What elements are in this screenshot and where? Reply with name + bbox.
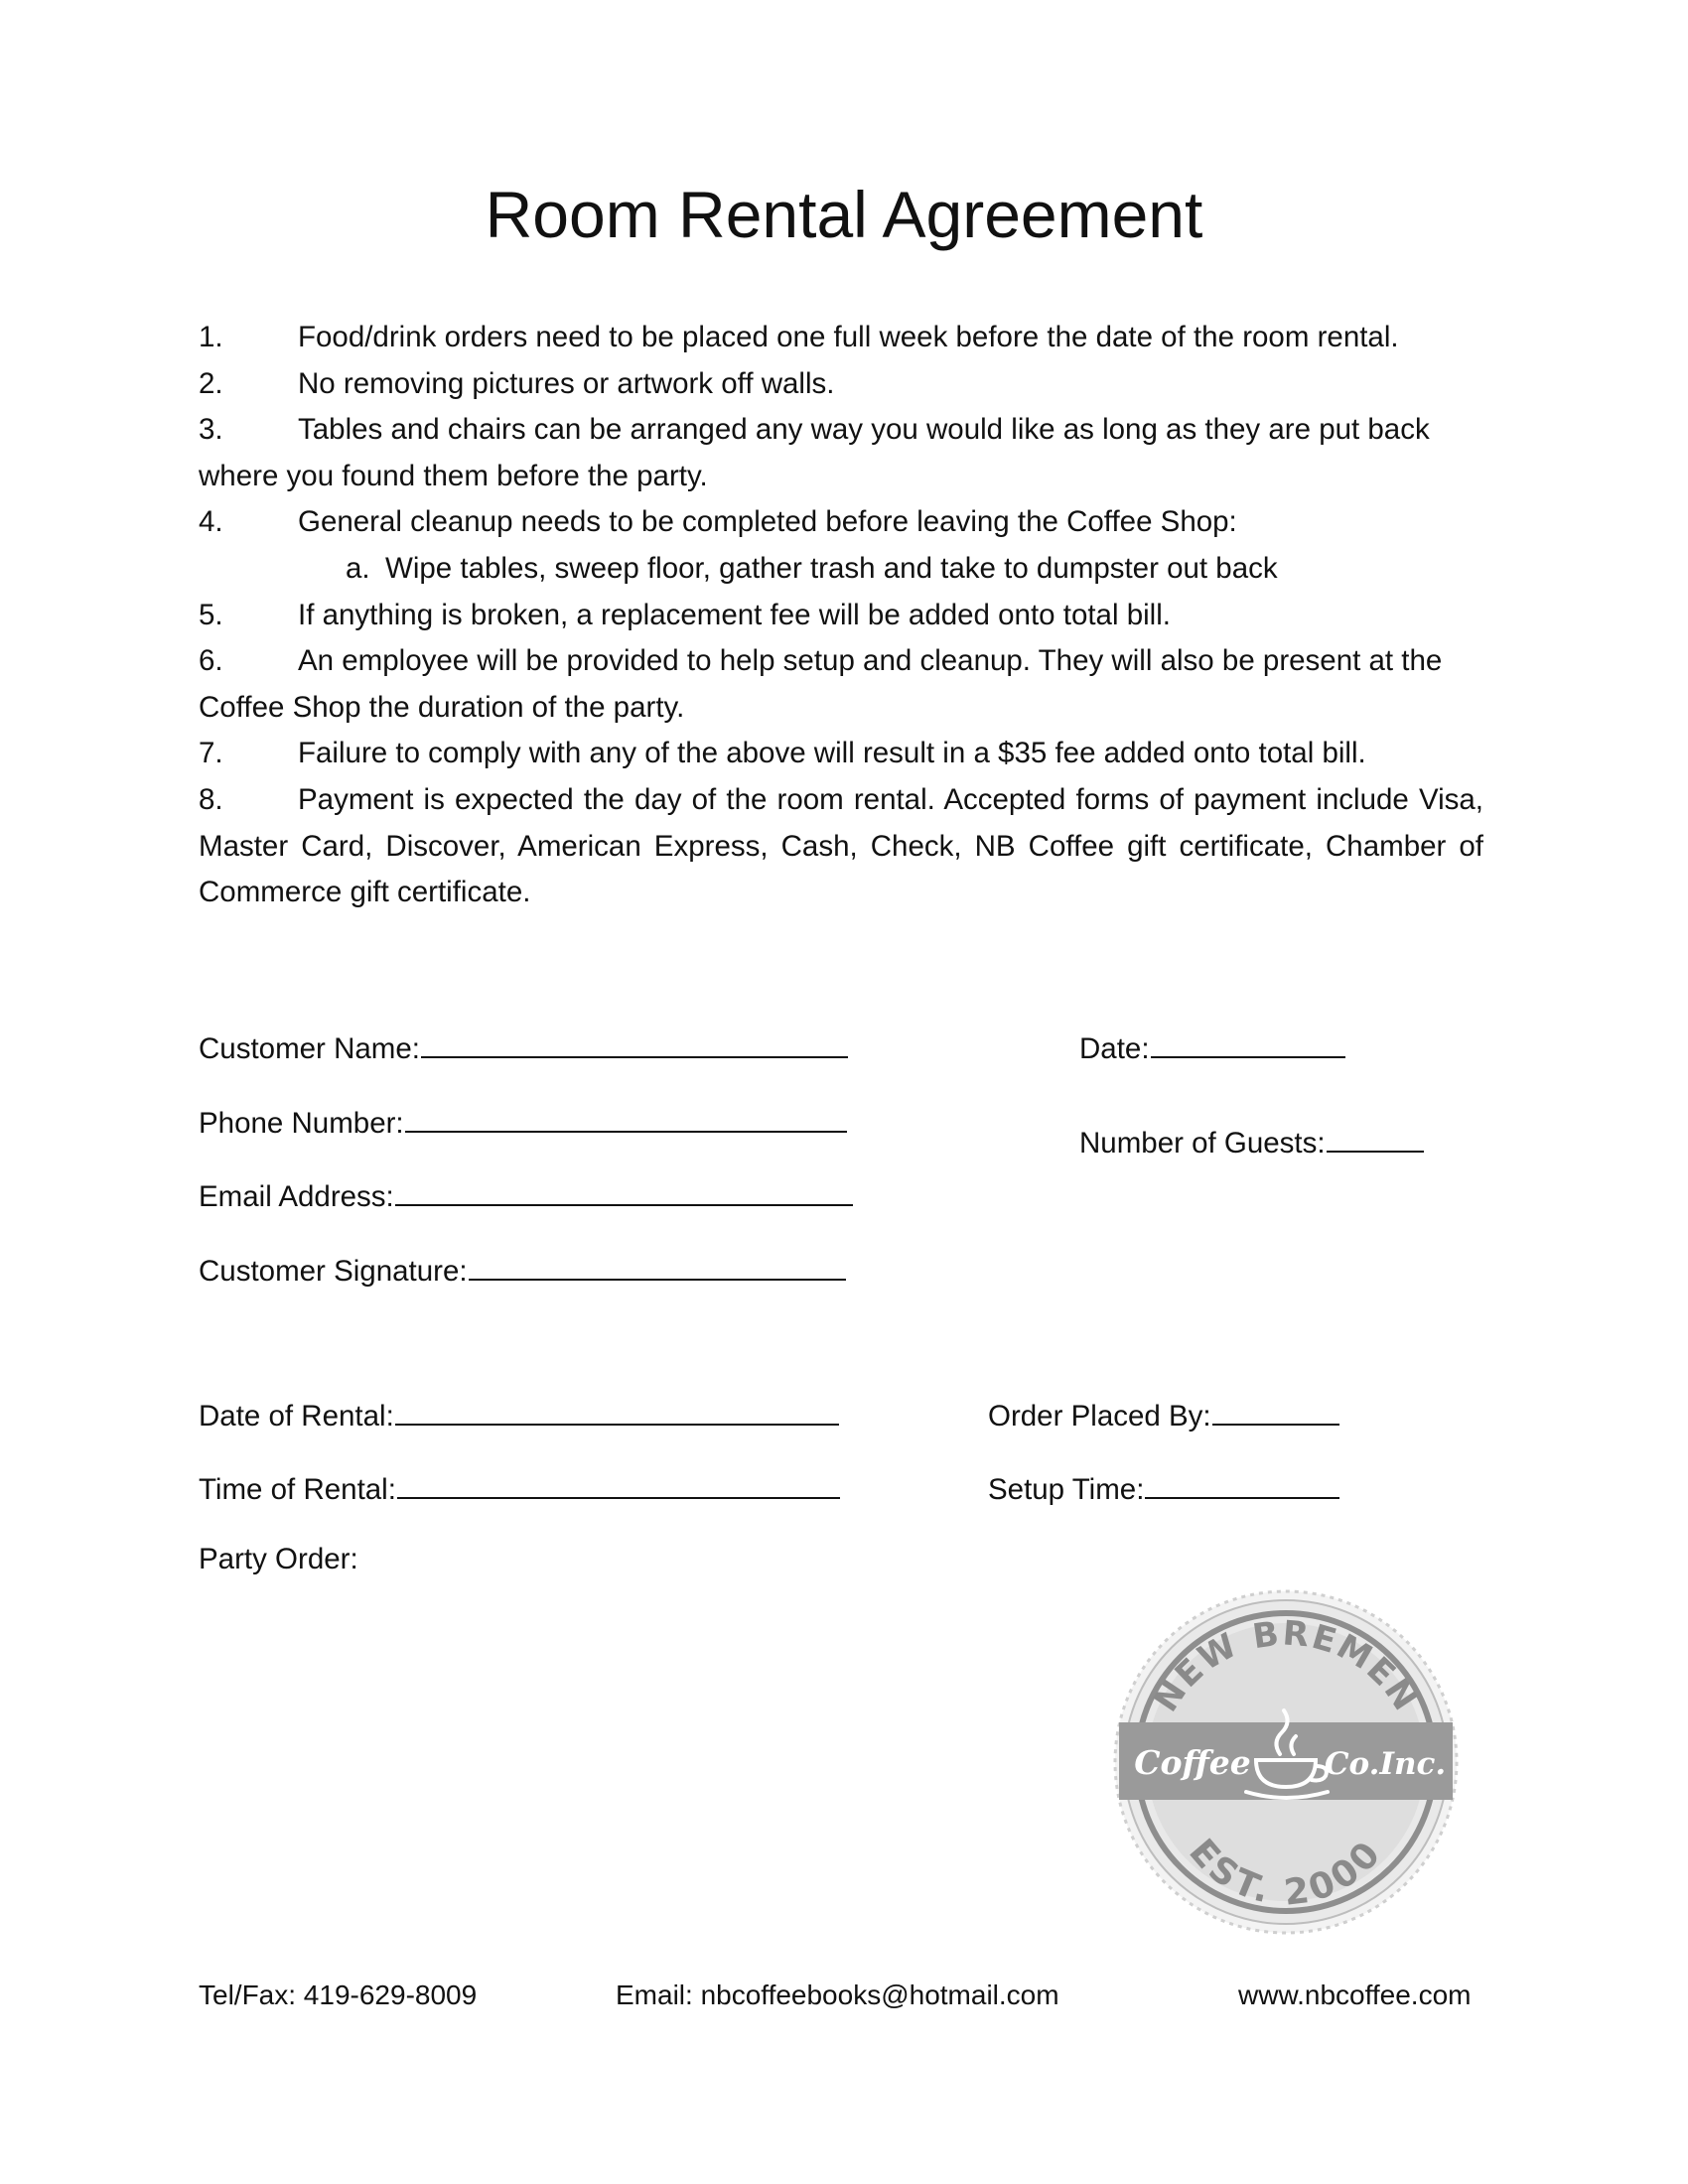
date-line[interactable] (1151, 1030, 1345, 1058)
setup-time-label: Setup Time: (988, 1473, 1145, 1506)
rule-number: 1. (199, 321, 223, 353)
rule-number: 7. (199, 737, 223, 770)
rule-item (199, 638, 1483, 731)
rule-number: 8. (199, 782, 223, 816)
rules-list (199, 315, 1483, 916)
rule-number: 4. (199, 505, 223, 539)
customer-signature-field[interactable] (199, 1253, 846, 1287)
setup-time-field[interactable] (988, 1471, 1339, 1505)
rule-item (199, 593, 1483, 639)
order-placed-by-line[interactable] (1212, 1398, 1339, 1426)
rule-text: Food/drink orders need to be placed one full week before the date of the room rental. (298, 321, 1399, 353)
rule-item (199, 777, 1483, 916)
rule-number: 5. (199, 598, 223, 631)
customer-signature-label: Customer Signature: (199, 1255, 468, 1288)
order-placed-by-label: Order Placed By: (988, 1400, 1211, 1433)
rule-number: 3. (199, 413, 223, 447)
rule-text: Tables and chairs can be arranged any way you would like as long as they are put back where you found them before the party. (199, 413, 1430, 492)
phone-number-label: Phone Number: (199, 1107, 404, 1140)
rule-text: No removing pictures or artwork off walls. (298, 366, 835, 400)
subitem-letter: a. (346, 551, 370, 585)
stamp-top-text: NEW BREMEN (1146, 1613, 1426, 1719)
rule-number: 2. (199, 366, 223, 400)
party-order-label: Party Order: (199, 1543, 358, 1575)
setup-time-line[interactable] (1145, 1471, 1339, 1499)
number-of-guests-line[interactable] (1327, 1125, 1424, 1153)
rule-item (199, 315, 1483, 361)
stamp-right-text: Co.Inc. (1324, 1746, 1447, 1782)
email-address-line[interactable] (395, 1178, 853, 1206)
rule-item (199, 407, 1483, 499)
rule-item (199, 361, 1483, 408)
phone-number-line[interactable] (405, 1105, 847, 1133)
number-of-guests-label: Number of Guests: (1079, 1127, 1326, 1160)
rule-text: General cleanup needs to be completed before leaving the Coffee Shop: (298, 505, 1237, 539)
rule-item (199, 731, 1483, 777)
date-of-rental-label: Date of Rental: (199, 1400, 394, 1433)
stamp-bottom-text: EST. 2000 (1181, 1832, 1391, 1914)
date-of-rental-line[interactable] (395, 1398, 839, 1426)
footer-website[interactable]: www.nbcoffee.com (1238, 1979, 1472, 2010)
stamp-left-text: Coffee (1134, 1743, 1251, 1782)
customer-name-label: Customer Name: (199, 1032, 420, 1065)
date-of-rental-field[interactable] (199, 1398, 839, 1432)
rule-text: If anything is broken, a replacement fee will be added onto total bill. (298, 598, 1171, 631)
page-title: Room Rental Agreement (485, 178, 1203, 251)
time-of-rental-line[interactable] (397, 1471, 840, 1499)
party-order-field (199, 1545, 358, 1574)
rule-item (199, 499, 1483, 546)
time-of-rental-field[interactable] (199, 1471, 840, 1505)
email-address-label: Email Address: (199, 1180, 394, 1213)
number-of-guests-field[interactable] (1079, 1125, 1424, 1159)
rule-text: Failure to comply with any of the above will result in a $35 fee added onto total bill. (298, 737, 1366, 770)
email-address-field[interactable] (199, 1178, 853, 1212)
rule-subitem (199, 546, 1483, 593)
new-bremen-coffee-logo (1097, 1583, 1475, 1941)
footer-tel: Tel/Fax: 419-629-8009 (199, 1979, 478, 2010)
rule-text: An employee will be provided to help setup and cleanup. They will also be present at the Coffee Shop the duration of the party. (199, 644, 1443, 724)
date-field[interactable] (1079, 1030, 1345, 1064)
customer-name-field[interactable] (199, 1030, 848, 1064)
footer-email[interactable]: Email: nbcoffeebooks@hotmail.com (616, 1979, 1059, 2010)
customer-name-line[interactable] (421, 1030, 848, 1058)
rule-text: Payment is expected the day of the room rental. Accepted forms of payment include Visa, Master Card, Discover, American Express, Cash, Check, NB Coffee gift certificate, Chamber of Commerce gift certificate. (199, 782, 1483, 909)
subitem-text: Wipe tables, sweep floor, gather trash and take to dumpster out back (385, 551, 1278, 585)
time-of-rental-label: Time of Rental: (199, 1473, 396, 1506)
phone-number-field[interactable] (199, 1105, 847, 1139)
customer-signature-line[interactable] (469, 1253, 846, 1281)
rule-number: 6. (199, 644, 223, 678)
date-label: Date: (1079, 1032, 1150, 1065)
order-placed-by-field[interactable] (988, 1398, 1339, 1432)
